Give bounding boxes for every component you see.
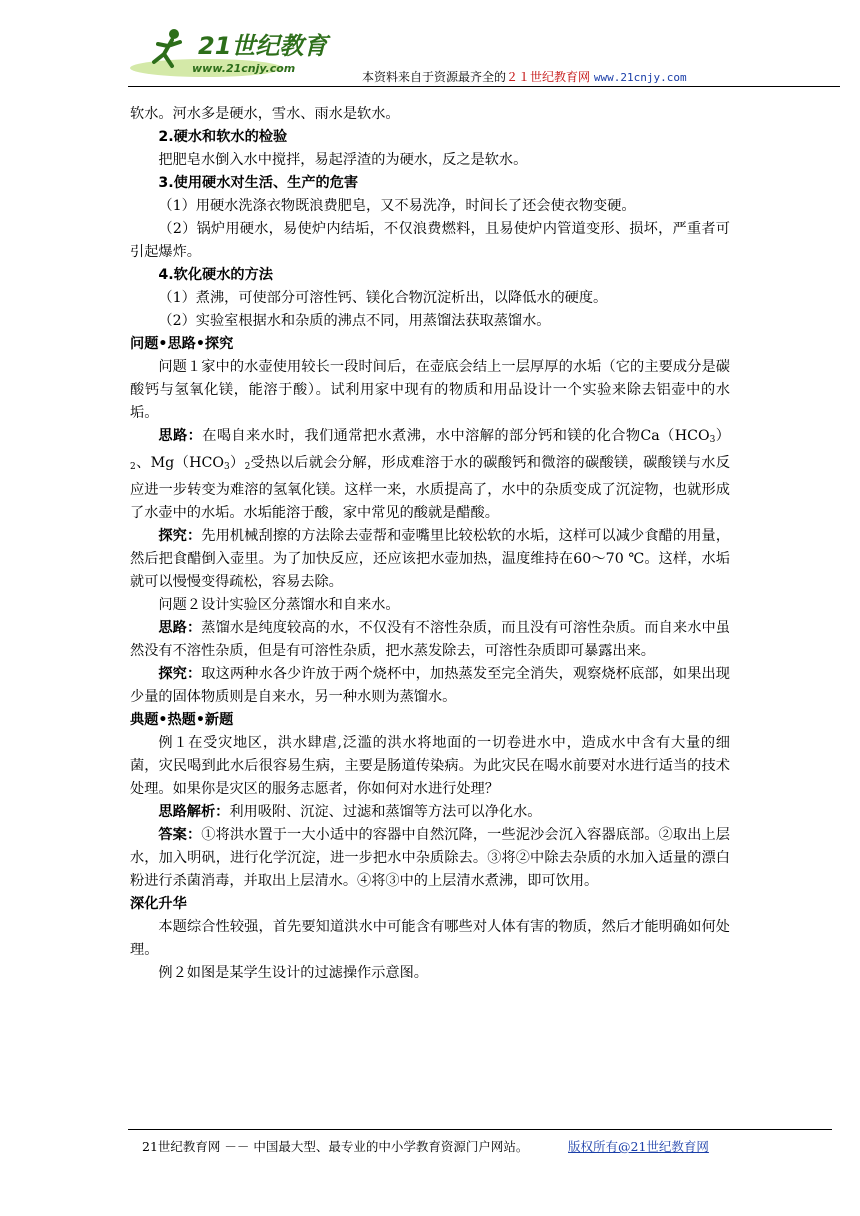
document-body [130, 103, 730, 985]
thinking-label: 思路： [158, 620, 202, 636]
answer: 答案：①将洪水置于一大小适中的容器中自然沉降，一些泥沙会沉入容器底部。②取出上层水，加入明矾，进行化学沉淀，进一步把水中杂质除去。③将②中除去杂质的水加入适量的漂白粉进行杀菌消毒，并取出上层清水。④将③中的上层清水煮沸，即可饮用。 [130, 827, 730, 889]
paragraph: （2）锅炉用硬水，易使炉内结垢，不仅浪费燃料，且易使炉内管道变形、损坏，严重者可引起爆炸。 [130, 221, 730, 260]
logo-url: www.21cnjy.com [192, 62, 296, 75]
paragraph: （2）实验室根据水和杂质的沸点不同，用蒸馏法获取蒸馏水。 [158, 313, 551, 329]
explore-1: 探究：先用机械刮擦的方法除去壶帮和壶嘴里比较松软的水垢，这样可以减少食醋的用量，然后把食醋倒入壶里。为了加快反应，还应该把水壶加热，温度维持在60～70 ℃。这样，水垢就可以慢慢变得疏松，容易去除。 [130, 528, 730, 590]
footer-copyright-link[interactable]: 版权所有@21世纪教育网 [568, 1139, 709, 1154]
question-2: 问题２设计实验区分蒸馏水和自来水。 [158, 597, 400, 613]
heading: 4.软化硬水的方法 [158, 267, 273, 283]
thinking-1: 思路：在喝自来水时，我们通常把水煮沸，水中溶解的部分钙和镁的化合物$Ca(HCO_3)_2$、$Mg(HCO_3)_2$受热以后就会分解，形成难溶于水的碳酸钙和微溶的碳酸镁，碳酸镁与水反应进一步转变为难溶的氢氧化镁。这样一来，水质提高了，水中的杂质变成了沉淀物，也就形成了水壶中的水垢。水垢能溶于酸，家中常见的酸就是醋酸。 [130, 428, 730, 521]
analysis-label: 思路解析： [158, 804, 230, 820]
header-note-site: ２１世纪教育网 [506, 70, 591, 84]
explore-label: 探究： [158, 528, 202, 544]
runner-head-icon [169, 29, 179, 39]
page-header [128, 22, 840, 90]
thinking-2: 思路：蒸馏水是纯度较高的水，不仅没有不溶性杂质，而且没有可溶性杂质。而自来水中虽然没有不溶性杂质，但是有可溶性杂质，把水蒸发除去，可溶性杂质即可暴露出来。 [130, 620, 730, 659]
example-1: 例１在受灾地区，洪水肆虐,泛滥的洪水将地面的一切卷进水中，造成水中含有大量的细菌，灾民喝到此水后很容易生病，主要是肠道传染病。为此灾民在喝水前要对水进行适当的技术处理。如果你是灾区的服务志愿者，你如何对水进行处理？ [130, 735, 730, 797]
logo-21cnjy [128, 22, 338, 84]
header-divider [128, 86, 840, 87]
explore-2: 探究：取这两种水各少许放于两个烧杯中，加热蒸发至完全消失，观察烧杯底部，如果出现少量的固体物质则是自来水，另一种水则为蒸馏水。 [130, 666, 730, 705]
paragraph: （1）用硬水洗涤衣物既浪费肥皂，又不易洗净，时间长了还会使衣物变硬。 [158, 198, 636, 214]
paragraph: 本题综合性较强，首先要知道洪水中可能含有哪些对人体有害的物质，然后才能明确如何处理。 [130, 919, 730, 958]
section-heading: 深化升华 [130, 896, 187, 912]
header-note-prefix: 本资料来自于资源最齐全的 [362, 70, 507, 84]
section-heading: 问题•思路•探究 [130, 336, 234, 352]
thinking-label: 思路： [158, 428, 203, 444]
logo-text: 21世纪教育 [198, 32, 328, 60]
paragraph: 把肥皂水倒入水中搅拌，易起浮渣的为硬水，反之是软水。 [158, 152, 528, 168]
page-footer [142, 1137, 709, 1155]
footer-divider [128, 1129, 832, 1130]
header-note [362, 68, 687, 85]
heading: 3.使用硬水对生活、生产的危害 [158, 175, 359, 191]
question-1: 问题１家中的水壶使用较长一段时间后，在壶底会结上一层厚厚的水垢（它的主要成分是碳酸钙与氢氧化镁，能溶于酸）。试利用家中现有的物质和用品设计一个实验来除去铝壶中的水垢。 [130, 359, 730, 421]
analysis: 思路解析：利用吸附、沉淀、过滤和蒸馏等方法可以净化水。 [158, 804, 542, 820]
answer-label: 答案： [158, 827, 202, 843]
example-2: 例２如图是某学生设计的过滤操作示意图。 [158, 965, 428, 981]
explore-label: 探究： [158, 666, 202, 682]
paragraph: （1）煮沸，可使部分可溶性钙、镁化合物沉淀析出，以降低水的硬度。 [158, 290, 608, 306]
heading: 2.硬水和软水的检验 [158, 129, 288, 145]
header-note-url[interactable]: www.21cnjy.com [593, 71, 687, 84]
paragraph: 软水。河水多是硬水，雪水、雨水是软水。 [130, 106, 400, 122]
footer-left: 21世纪教育网 －－ 中国最大型、最专业的中小学教育资源门户网站。 [142, 1139, 529, 1154]
section-heading: 典题•热题•新题 [130, 712, 234, 728]
